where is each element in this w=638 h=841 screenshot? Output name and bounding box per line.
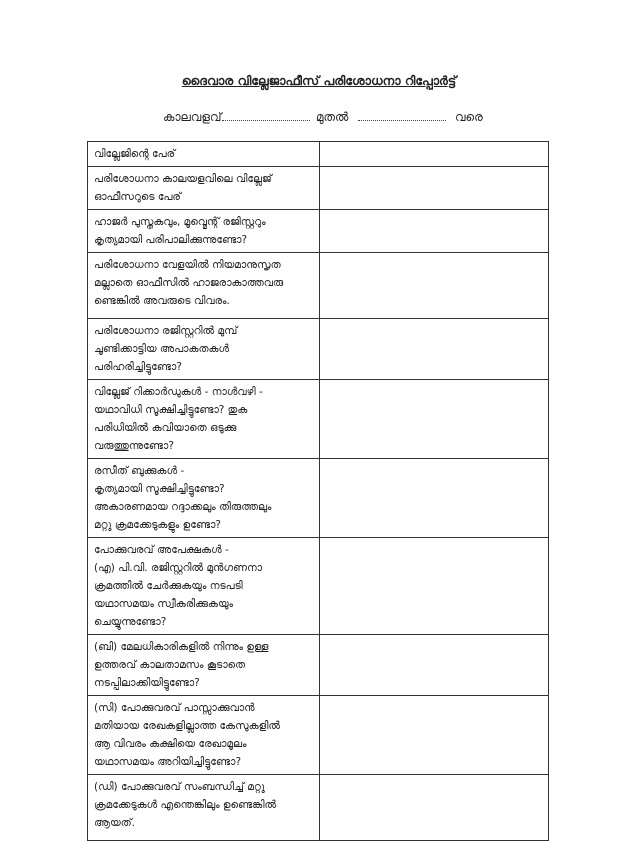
question-line: ചെയ്യുന്നുണ്ടോ? (94, 616, 167, 628)
question-cell (88, 319, 320, 380)
table-row (88, 253, 549, 319)
answer-cell[interactable] (320, 319, 549, 380)
answer-cell[interactable] (320, 696, 549, 775)
question-cell (88, 142, 320, 167)
question-line: മല്ലാതെ ഓഫീസിൽ ഹാജരാകാത്തവരു (94, 277, 284, 289)
period-to-field[interactable] (358, 120, 446, 121)
question-line: നടപ്പിലാക്കിയിട്ടുണ്ടോ? (94, 677, 200, 689)
question-line: ചൂണ്ടിക്കാട്ടിയ അപാകതകൾ (94, 343, 230, 355)
question-line: വില്ലേജ് റിക്കാർഡുകൾ - നാൾവഴി - (94, 386, 263, 398)
inspection-table-body (88, 142, 549, 841)
question-cell (88, 459, 320, 538)
report-title-text: ദൈവാര വില്ലേജാഫീസ് പരിശോധനാ റിപ്പോർട്ട് (181, 73, 457, 88)
question-line: പരിഹരിച്ചിട്ടുണ്ടോ? (94, 361, 182, 373)
table-row (88, 319, 549, 380)
question-line: കൃത്യമായി സൂക്ഷിച്ചിട്ടുണ്ടോ? (94, 483, 225, 495)
question-line: അകാരണമായ റദ്ദാക്കലും തിരുത്തലും (94, 501, 272, 513)
table-row (88, 210, 549, 253)
period-to-label: വരെ (455, 110, 483, 124)
question-line: (എ) പി.വി. രജിസ്റ്ററിൽ മുൻഗണനാ (94, 562, 263, 574)
question-cell (88, 253, 320, 319)
table-row (88, 459, 549, 538)
answer-cell[interactable] (320, 459, 549, 538)
question-line: ആ വിവരം കക്ഷിയെ രേഖാമൂലം (94, 738, 247, 750)
table-row (88, 538, 549, 635)
table-row (88, 380, 549, 459)
question-line: ഹാജർ പുസ്തകവും, മൂവ്മെന്റ് രജിസ്റ്ററും (94, 216, 266, 228)
question-line: കൃത്യമായി പരിപാലിക്കുന്നുണ്ടോ? (94, 234, 248, 246)
question-line: (ഡി) പോക്കുവരവ് സംബന്ധിച്ച് മറ്റു (94, 781, 265, 793)
question-line: വില്ലേജിന്റെ പേര് (94, 148, 176, 160)
question-line: വരുത്തുന്നുണ്ടോ? (94, 440, 174, 452)
answer-cell[interactable] (320, 775, 549, 841)
answer-cell[interactable] (320, 253, 549, 319)
answer-cell[interactable] (320, 142, 549, 167)
question-cell (88, 775, 320, 841)
question-cell (88, 167, 320, 210)
period-from-field[interactable] (222, 120, 310, 121)
table-row (88, 167, 549, 210)
question-line: ഓഫീസറുടെ പേര് (94, 191, 181, 203)
question-line: മതിയായ രേഖകളില്ലാത്ത കേസുകളിൽ (94, 720, 281, 732)
question-line: ക്രമക്കേടുകൾ എന്തെങ്കിലും ഉണ്ടെങ്കിൽ (94, 799, 277, 811)
question-cell (88, 635, 320, 696)
question-line: രസീത് ബുക്കുകൾ - (94, 465, 185, 477)
question-line: (ബി) മേലധികാരികളിൽ നിന്നും ഉള്ള (94, 641, 269, 653)
period-label: കാലവളവ് (163, 110, 222, 124)
table-row (88, 696, 549, 775)
question-cell (88, 696, 320, 775)
question-line: (സി) പോക്കുവരവ് പാസ്സാക്കുവാൻ (94, 702, 255, 714)
question-line: യഥാവിധി സൂക്ഷിച്ചിട്ടുണ്ടോ? തുക (94, 404, 248, 416)
question-line: ണ്ടെങ്കിൽ അവരുടെ വിവരം. (94, 295, 230, 307)
answer-cell[interactable] (320, 167, 549, 210)
question-line: മറ്റു ക്രമക്കേടുകളും ഉണ്ടോ? (94, 519, 221, 531)
question-line: യഥാസമയം സ്വീകരിക്കുകയും (94, 598, 234, 610)
report-title (0, 73, 638, 89)
question-cell (88, 380, 320, 459)
question-line: പരിശോധനാ രജിസ്റ്ററിൽ മുമ്പ് (94, 325, 238, 337)
table-row (88, 635, 549, 696)
question-line: ആയത്. (94, 817, 136, 829)
question-line: യഥാസമയം അറിയിച്ചിട്ടുണ്ടോ? (94, 756, 242, 768)
table-row (88, 775, 549, 841)
answer-cell[interactable] (320, 635, 549, 696)
question-line: ക്രമത്തിൽ ചേർക്കുകയും നടപടി (94, 580, 243, 592)
table-row (88, 142, 549, 167)
question-line: ഉത്തരവ് കാലതാമസം കൂടാതെ (94, 659, 246, 671)
question-cell (88, 210, 320, 253)
answer-cell[interactable] (320, 210, 549, 253)
question-cell (88, 538, 320, 635)
answer-cell[interactable] (320, 380, 549, 459)
question-line: പരിശോധനാ വേളയിൽ നിയമാനുസൃത (94, 259, 281, 271)
period-from-label: മുതൽ (316, 110, 349, 124)
inspection-table (87, 141, 549, 841)
answer-cell[interactable] (320, 538, 549, 635)
question-line: പരിശോധനാ കാലയളവിലെ വില്ലേജ് (94, 173, 272, 185)
question-line: പരിധിയിൽ കവിയാതെ ഒടുക്കു (94, 422, 237, 434)
question-line: പോക്കുവരവ് അപേക്ഷകൾ - (94, 544, 229, 556)
